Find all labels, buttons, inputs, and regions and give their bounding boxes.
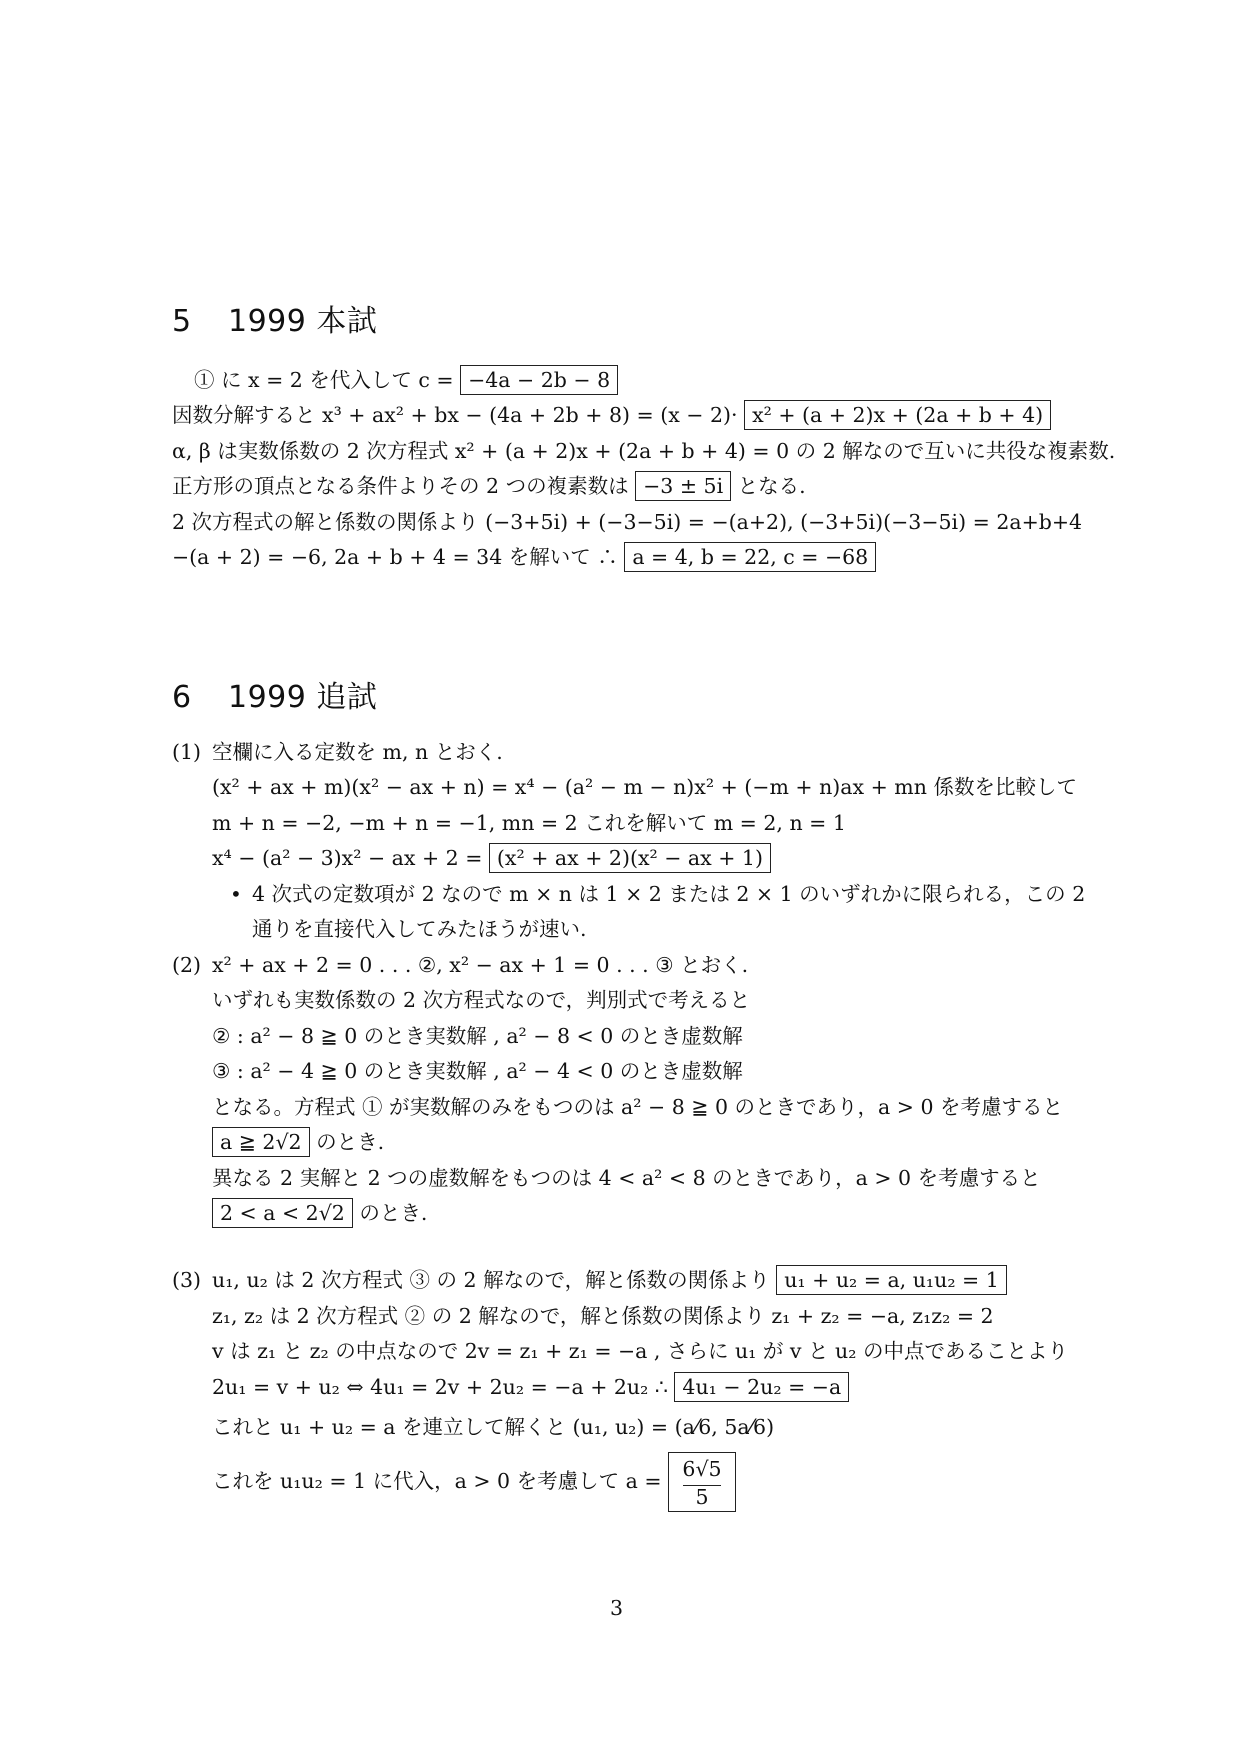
s5-line-4: 正方形の頂点となる条件よりその 2 つの複素数は −3 ± 5i となる. [172, 471, 806, 501]
answer-box: 2 < a < 2√2 [212, 1198, 353, 1228]
p1-note-2: 通りを直接代入してみたほうが速い. [252, 917, 587, 941]
p1-line-3: m + n = −2, −m + n = −1, mn = 2 これを解いて m = 2, n = 1 [212, 811, 846, 835]
final-answer-box [668, 1452, 736, 1512]
p2-line-3: ② : a² − 8 ≧ 0 のとき実数解 , a² − 8 < 0 のとき虚数解 [212, 1024, 743, 1048]
answer-box: −4a − 2b − 8 [460, 365, 618, 395]
s5-line-3: α, β は実数係数の 2 次方程式 x² + (a + 2)x + (2a + b + 4) = 0 の 2 解なので互いに共役な複素数. [172, 439, 1116, 463]
answer-box: −3 ± 5i [635, 471, 731, 501]
answer-box: a ≧ 2√2 [212, 1127, 310, 1157]
answer-box: a = 4, b = 22, c = −68 [624, 542, 876, 572]
p2-line-8: 2 < a < 2√2 のとき. [212, 1198, 427, 1228]
bullet-icon: • [230, 882, 242, 906]
p3-line-2: z₁, z₂ は 2 次方程式 ② の 2 解なので，解と係数の関係より z₁ + z₂ = −a, z₁z₂ = 2 [212, 1304, 994, 1328]
section-number: 5 [172, 304, 192, 339]
part-1-label: (1) [172, 740, 202, 764]
p2-line-5: となる。方程式 ① が実数解のみをもつのは a² − 8 ≧ 0 のときであり，a > 0 を考慮すると [212, 1095, 1063, 1119]
answer-numerator: 6√5 [682, 1457, 722, 1481]
part-3-label: (3) [172, 1268, 202, 1292]
p1-note-1: 4 次式の定数項が 2 なので m × n は 1 × 2 または 2 × 1 のいずれかに限られる，この 2 [252, 882, 1086, 906]
p1-line-1: 空欄に入る定数を m, n とおく. [212, 740, 503, 764]
p3-line-6: これを u₁u₂ = 1 に代入，a > 0 を考慮して a = [212, 1469, 662, 1493]
p3-line-5: これと u₁ + u₂ = a を連立して解くと (u₁, u₂) = (a⁄6, 5a⁄6) [212, 1415, 775, 1439]
part-2-label: (2) [172, 953, 202, 977]
p2-line-1: x² + ax + 2 = 0 . . . ②, x² − ax + 1 = 0 . . . ③ とおく. [212, 953, 749, 977]
page-number: 3 [610, 1596, 624, 1620]
p2-line-4: ③ : a² − 4 ≧ 0 のとき実数解 , a² − 4 < 0 のとき虚数解 [212, 1059, 743, 1083]
p2-line-6: a ≧ 2√2 のとき. [212, 1127, 384, 1157]
answer-denominator: 5 [695, 1485, 709, 1509]
p3-line-3: v は z₁ と z₂ の中点なので 2v = z₁ + z₁ = −a , さらに u₁ が v と u₂ の中点であることより [212, 1339, 1068, 1363]
section-6-heading [172, 672, 377, 716]
answer-box: u₁ + u₂ = a, u₁u₂ = 1 [776, 1265, 1007, 1295]
s5-line-5: 2 次方程式の解と係数の関係より (−3+5i) + (−3−5i) = −(a+2), (−3+5i)(−3−5i) = 2a+b+4 [172, 510, 1083, 534]
s5-line-1: ① に x = 2 を代入して c = −4a − 2b − 8 [194, 365, 618, 395]
p3-line-4: 2u₁ = v + u₂ ⇔ 4u₁ = 2v + 2u₂ = −a + 2u₂ ∴ 4u₁ − 2u₂ = −a [212, 1372, 849, 1402]
s5-line-2: 因数分解すると x³ + ax² + bx − (4a + 2b + 8) = (x − 2)· x² + (a + 2)x + (2a + b + 4) [172, 400, 1051, 430]
section-number: 6 [172, 680, 192, 715]
p2-line-7: 異なる 2 実解と 2 つの虚数解をもつのは 4 < a² < 8 のときであり，a > 0 を考慮すると [212, 1166, 1041, 1190]
p1-line-2: (x² + ax + m)(x² − ax + n) = x⁴ − (a² − m − n)x² + (−m + n)ax + mn 係数を比較して [212, 775, 1077, 799]
p3-line-1: u₁, u₂ は 2 次方程式 ③ の 2 解なので，解と係数の関係より u₁ + u₂ = a, u₁u₂ = 1 [212, 1265, 1007, 1295]
answer-box: x² + (a + 2)x + (2a + b + 4) [744, 400, 1051, 430]
answer-box: (x² + ax + 2)(x² − ax + 1) [489, 843, 771, 873]
section-title: 1999 追試 [228, 680, 378, 715]
s5-line-6: −(a + 2) = −6, 2a + b + 4 = 34 を解いて ∴ a = 4, b = 22, c = −68 [172, 542, 876, 572]
section-title: 1999 本試 [228, 304, 378, 339]
u-solution-pair: (a⁄6, 5a⁄6) [674, 1415, 775, 1439]
section-5-heading [172, 296, 377, 340]
p1-line-4: x⁴ − (a² − 3)x² − ax + 2 = (x² + ax + 2)(x² − ax + 1) [212, 843, 771, 873]
answer-box: 4u₁ − 2u₂ = −a [674, 1372, 849, 1402]
p2-line-2: いずれも実数係数の 2 次方程式なので，判別式で考えると [212, 988, 751, 1012]
